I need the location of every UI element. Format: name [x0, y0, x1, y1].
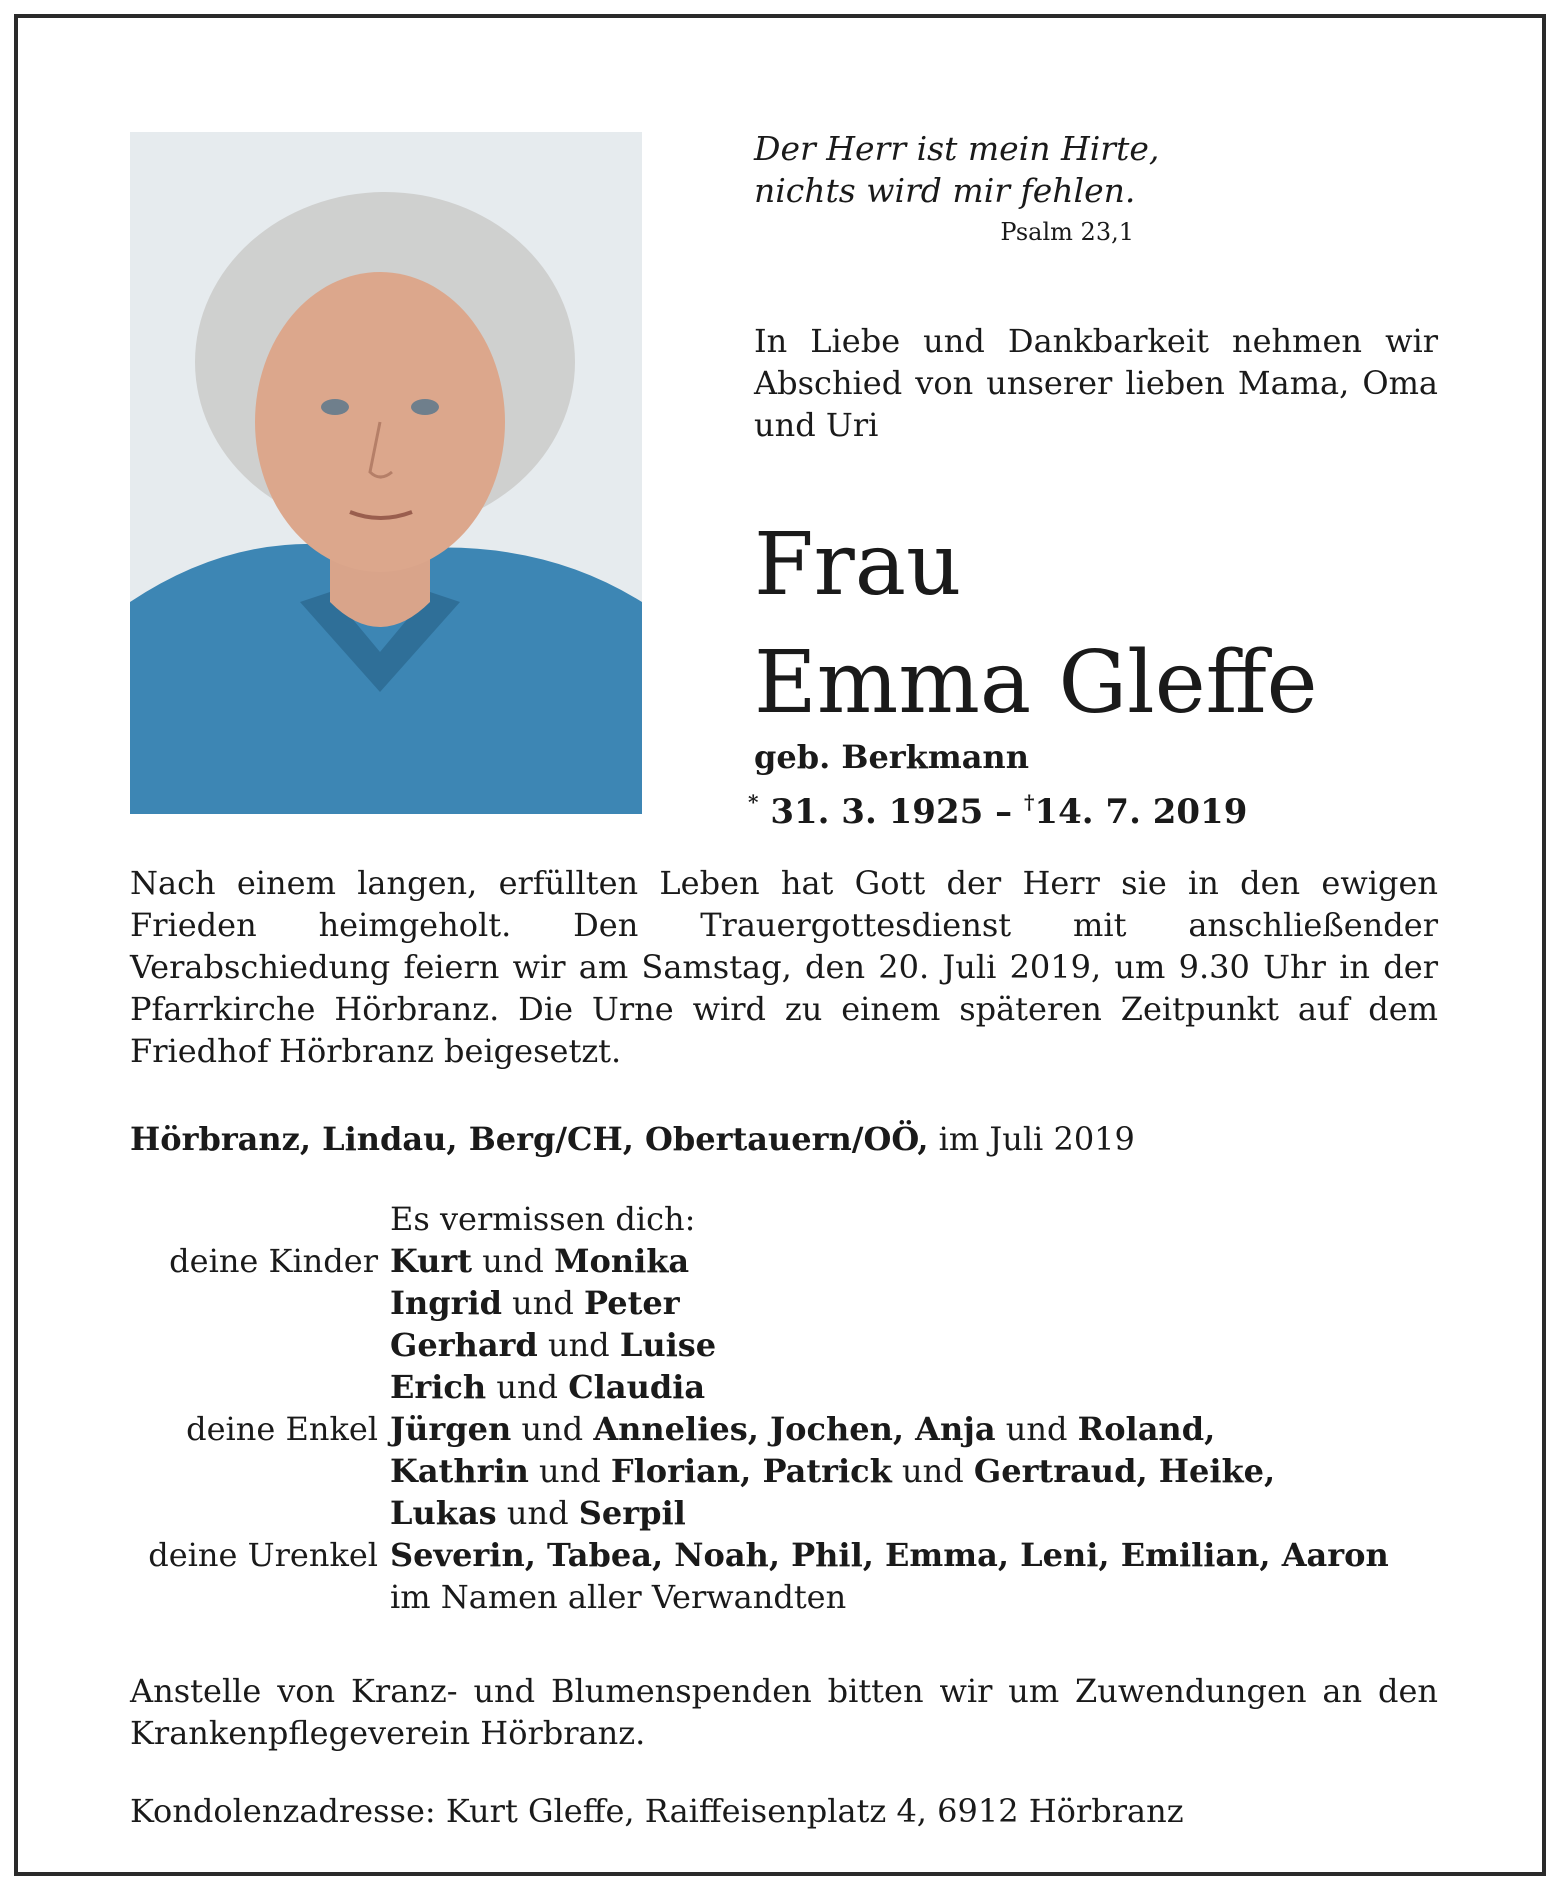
condolence-address: Kondolenzadresse: Kurt Gleffe, Raiffeisenplatz 4, 6912 Hörbranz [130, 1792, 1184, 1830]
intro-text: In Liebe und Dankbarkeit nehmen wir Abschied von unserer lieben Mama, Oma und Uri [754, 322, 1438, 444]
enkel-label: deine Enkel [186, 1410, 378, 1448]
list-item: Jürgen und Annelies, Jochen, Anja und Roland, [390, 1410, 1216, 1448]
list-item: Severin, Tabea, Noah, Phil, Emma, Leni, Emilian, Aaron [390, 1536, 1389, 1574]
mourners-heading: Es vermissen dich: [390, 1200, 696, 1238]
list-item: Kathrin und Florian, Patrick und Gertraud, Heike, [390, 1452, 1276, 1490]
psalm-line-2: nichts wird mir fehlen. [754, 171, 1136, 210]
deceased-name: Emma Gleffe [754, 633, 1318, 733]
date-separator: – [995, 792, 1013, 832]
birth-symbol: * [748, 790, 759, 814]
psalm-reference: Psalm 23,1 [1000, 218, 1134, 246]
life-dates [748, 780, 1247, 834]
mourners-list [130, 1198, 1450, 1618]
urenkel-label: deine Urenkel [148, 1536, 378, 1574]
deceased-name-block [754, 506, 1474, 742]
notice-date: im Juli 2019 [938, 1120, 1135, 1158]
portrait-photo [130, 132, 642, 814]
salutation: Frau [754, 515, 962, 615]
death-symbol: † [1023, 790, 1035, 814]
psalm-quote [754, 128, 1174, 246]
list-item: Erich und Claudia [390, 1368, 706, 1406]
funeral-details: Nach einem langen, erfüllten Leben hat Gott der Herr sie in den ewigen Frieden heimgeholt. Den Trauergottesdienst mit anschließender Verabschiedung feiern wir am Samstag, den 20. Juli 2019, um 9.30 Uhr in der Pfarrkirche Hörbranz. Die Urne wird zu einem späteren Zeitpunkt auf dem Friedhof Hörbranz beigesetzt. [130, 864, 1438, 1070]
mourners-closing: im Namen aller Verwandten [390, 1578, 847, 1616]
list-item: Ingrid und Peter [390, 1284, 680, 1322]
list-item: Lukas und Serpil [390, 1494, 686, 1532]
list-item: Gerhard und Luise [390, 1326, 717, 1364]
birth-date: 31. 3. 1925 [770, 792, 984, 832]
list-item: Kurt und Monika [390, 1242, 690, 1280]
kinder-label: deine Kinder [169, 1242, 378, 1280]
donation-request: Anstelle von Kranz- und Blumenspenden bitten wir um Zuwendungen an den Krankenpflegeverein Hörbranz. [130, 1672, 1438, 1752]
death-date: 14. 7. 2019 [1034, 792, 1248, 832]
place-date-line [130, 1118, 1135, 1160]
psalm-line-1: Der Herr ist mein Hirte, [754, 129, 1160, 168]
places: Hörbranz, Lindau, Berg/CH, Obertauern/OÖ, [130, 1120, 929, 1158]
maiden-name: geb. Berkmann [754, 738, 1029, 776]
